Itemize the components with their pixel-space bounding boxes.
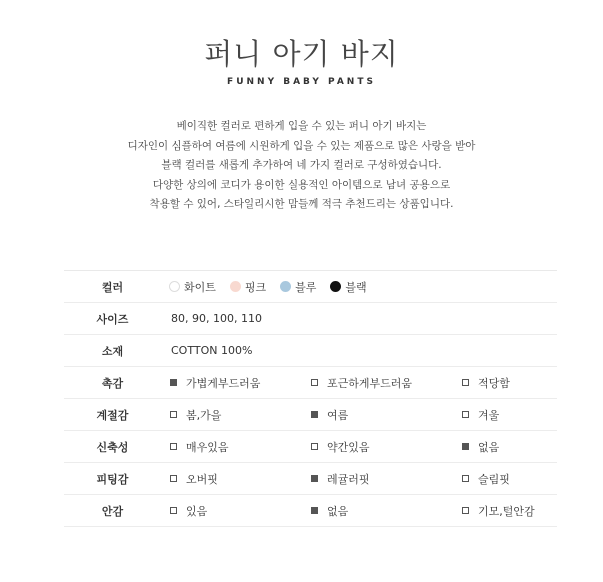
checkbox-icon [462,411,469,418]
checkbox-icon [170,411,177,418]
swatch-label: 화이트 [184,280,216,294]
spec-option [170,407,311,423]
spec-options [161,471,510,487]
color-swatches [161,279,381,295]
option-label: 가볍게부드러움 [186,376,261,390]
checkbox-icon [311,411,318,418]
swatch-black [330,279,366,295]
spec-option [311,503,462,519]
spec-row-size [64,303,557,335]
spec-label: 사이즈 [96,312,129,326]
swatch-pink [230,279,266,295]
option-label: 슬림핏 [478,472,510,486]
swatch-label: 블루 [295,280,317,294]
spec-option [462,503,535,519]
option-label: 없음 [327,504,349,518]
option-label: 오버핏 [186,472,218,486]
checkbox-icon [462,475,469,482]
swatch-white [169,279,216,295]
spec-option [170,375,311,391]
spec-label: 촉감 [101,376,124,390]
spec-label: 피팅감 [96,472,129,486]
option-label: 있음 [186,504,208,518]
checkbox-icon [462,507,469,514]
color-dot-icon [230,281,241,292]
description-line: 다양한 상의에 코디가 용이한 실용적인 아이템으로 남녀 공용으로 [152,178,451,191]
spec-option [311,375,462,391]
option-label: 여름 [327,408,349,422]
option-label: 봄,가을 [186,408,222,422]
checkbox-icon [462,443,469,450]
spec-row-color [64,271,557,303]
spec-label: 소재 [101,344,124,358]
spec-options [161,503,535,519]
spec-row-fit [64,463,557,495]
checkbox-icon [311,443,318,450]
description-line: 블랙 컬러를 새롭게 추가하여 네 가지 컬러로 구성하였습니다. [161,159,442,171]
spec-option [462,439,499,455]
spec-option [311,407,462,423]
color-dot-icon [330,281,341,292]
checkbox-icon [170,379,177,386]
option-label: 포근하게부드러움 [327,376,413,390]
spec-options [161,407,499,423]
spec-options [161,439,499,455]
spec-options [161,375,510,391]
spec-option [311,471,462,487]
spec-value: 80, 90, 100, 110 [171,312,262,325]
checkbox-icon [170,443,177,450]
checkbox-icon [170,507,177,514]
spec-option [462,471,510,487]
swatch-blue [280,279,316,295]
checkbox-icon [311,379,318,386]
spec-option [462,375,510,391]
option-label: 없음 [478,440,500,454]
description-line: 착용할 수 있어, 스타일리시한 맘들께 적극 추천드리는 상품입니다. [149,198,454,210]
spec-option [170,503,311,519]
color-dot-icon [280,281,291,292]
spec-option [170,471,311,487]
product-description [0,117,603,215]
spec-option [462,407,499,423]
spec-row-stretch [64,431,557,463]
spec-label: 계절감 [96,408,129,422]
spec-row-season [64,399,557,431]
option-label: 매우있음 [186,440,229,454]
option-label: 적당함 [478,376,510,390]
description-line: 디자인이 심플하여 여름에 시원하게 입을 수 있는 제품으로 많은 사랑을 받아 [127,139,476,152]
option-label: 겨울 [478,408,500,422]
spec-table [64,270,557,527]
checkbox-icon [462,379,469,386]
swatch-label: 블랙 [345,280,367,294]
checkbox-icon [311,507,318,514]
checkbox-icon [311,475,318,482]
spec-label: 신축성 [96,440,129,454]
option-label: 레귤러핏 [327,472,370,486]
option-label: 약간있음 [327,440,370,454]
page-subtitle: FUNNY BABY PANTS [227,77,376,87]
swatch-label: 핑크 [244,280,267,294]
option-label: 기모,털안감 [478,504,535,518]
spec-row-material [64,335,557,367]
spec-label: 안감 [101,504,124,518]
spec-value: COTTON 100% [171,344,253,357]
page-title: 퍼니 아기 바지 [204,37,399,71]
spec-option [311,439,462,455]
checkbox-icon [170,475,177,482]
spec-label: 컬러 [101,280,124,294]
spec-row-feel [64,367,557,399]
color-dot-icon [169,281,180,292]
spec-option [170,439,311,455]
description-line: 베이직한 컬러로 편하게 입을 수 있는 퍼니 아기 바지는 [176,120,427,132]
spec-row-lining [64,495,557,527]
